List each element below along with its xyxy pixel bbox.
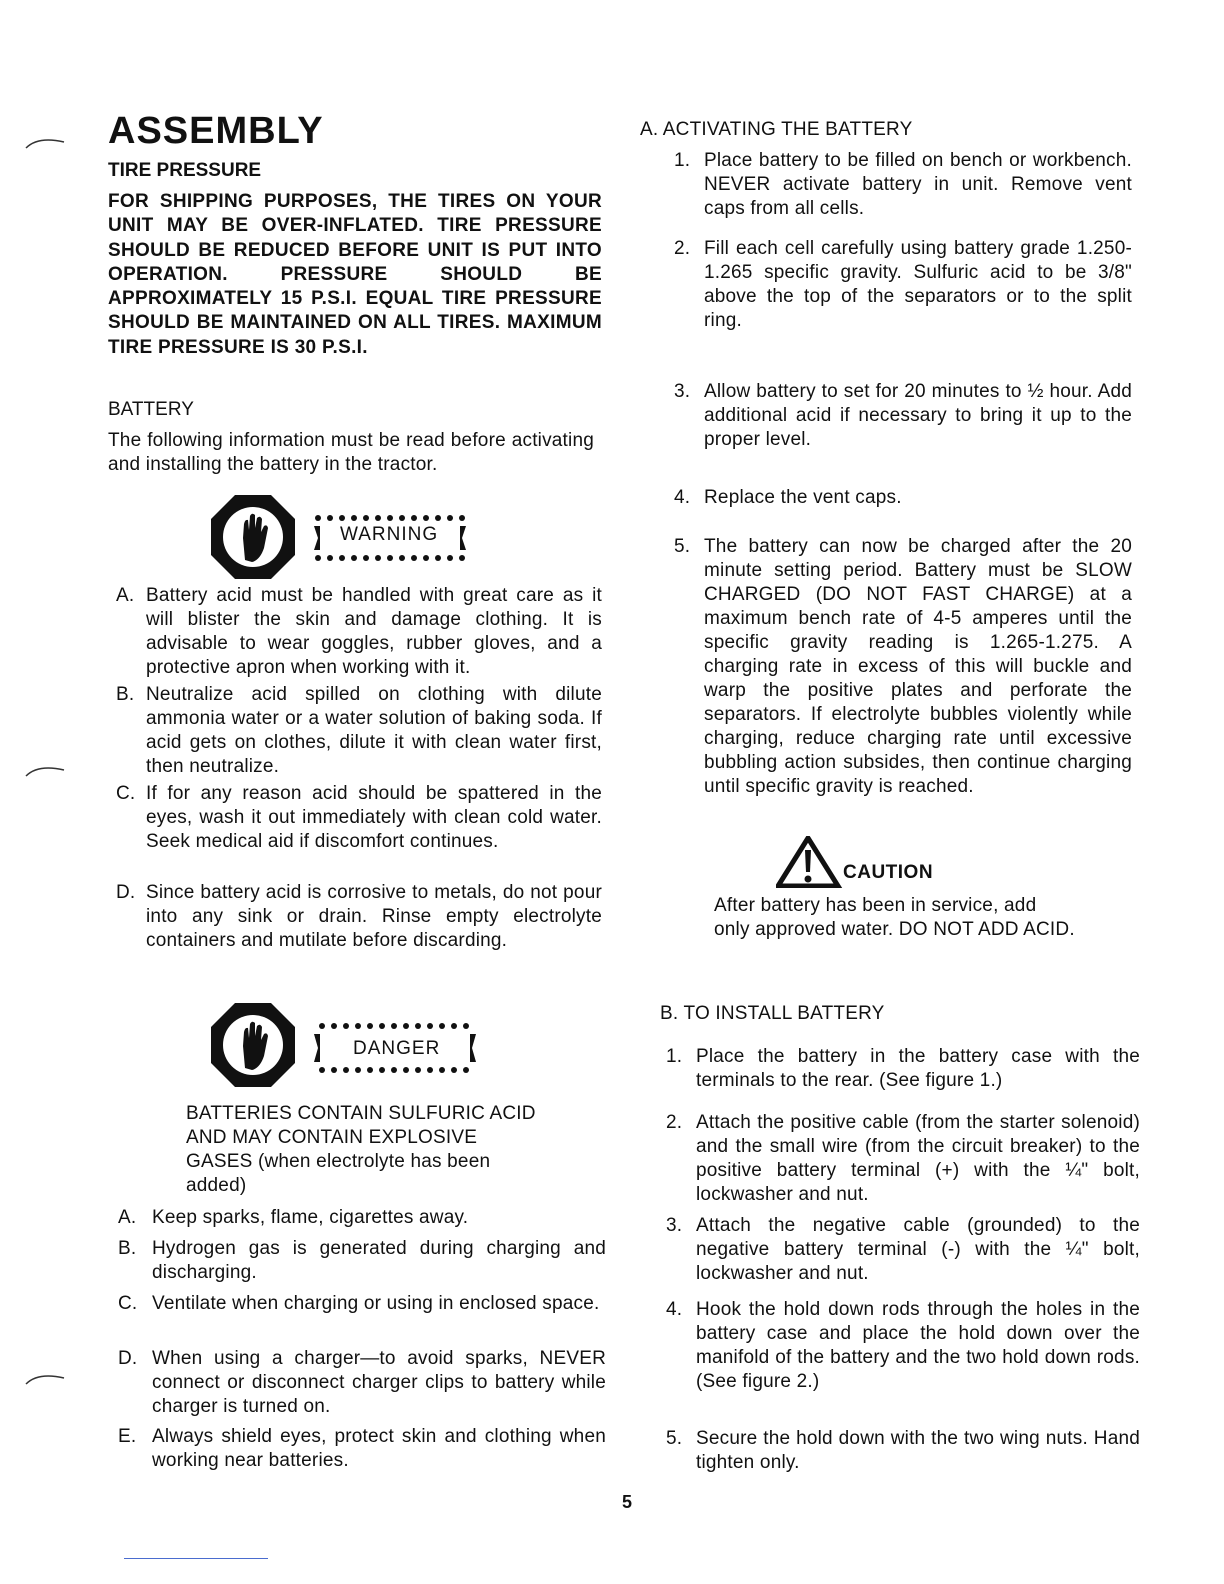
list-marker: A. (118, 1207, 137, 1228)
list-marker: 5. (666, 1428, 683, 1449)
margin-mark (24, 136, 66, 150)
list-item (116, 584, 602, 680)
list-item (674, 380, 1132, 452)
list-item-text: Since battery acid is corrosive to metals, do not pour into any sink or drain. Rinse empty electrolyte containers and mutilate before discarding. (146, 882, 602, 951)
list-marker: 3. (674, 381, 691, 402)
list-item-text: If for any reason acid should be spattered in the eyes, wash it out immediately with clean cold water. Seek medical aid if discomfort continues. (146, 783, 602, 852)
margin-mark (24, 1372, 66, 1386)
caution-label: CAUTION (843, 862, 934, 883)
caution-triangle-icon (776, 836, 846, 888)
list-item (118, 1237, 606, 1285)
list-marker: D. (118, 1348, 138, 1369)
list-marker: C. (118, 1293, 138, 1314)
list-item (674, 149, 1132, 221)
list-item (118, 1347, 606, 1419)
list-item-text: Allow battery to set for 20 minutes to ½ hour. Add additional acid if necessary to bring it up to the proper level. (704, 381, 1132, 450)
list-item-text: Secure the hold down with the two wing nuts. Hand tighten only. (696, 1428, 1140, 1473)
list-item (674, 535, 1132, 799)
caution-text: After battery has been in service, add only approved water. DO NOT ADD ACID. (714, 895, 1075, 940)
list-marker: A. (116, 585, 135, 606)
list-item (118, 1425, 606, 1473)
hand-stop-octagon-icon (210, 494, 296, 580)
list-item-text: Replace the vent caps. (704, 487, 902, 508)
list-item-text: Attach the negative cable (grounded) to the negative battery terminal (-) with the ¼" bolt, lockwasher and nut. (696, 1215, 1140, 1284)
list-marker: B. (116, 684, 135, 705)
battery-heading: BATTERY (108, 399, 194, 420)
list-item (118, 1206, 606, 1230)
tire-pressure-text: FOR SHIPPING PURPOSES, THE TIRES ON YOUR UNIT MAY BE OVER-INFLATED. TIRE PRESSURE SHOULD BE REDUCED BEFORE UNIT IS PUT INTO OPERATION. PRESSURE SHOULD BE APPROXIMATELY 15 P.S.I. EQUAL TIRE PRESSURE SHOULD BE MAINTAINED ON ALL TIRES. MAXIMUM TIRE PRESSURE IS 30 P.S.I. (108, 191, 602, 358)
battery-intro: The following information must be read before activating and installing the battery in the tractor. (108, 430, 594, 475)
list-item-text: Battery acid must be handled with great care as it will blister the skin and damage clothing. It is advisable to wear goggles, rubber gloves, and a protective apron when working with it. (146, 585, 602, 678)
list-item (666, 1111, 1140, 1207)
list-marker: 4. (674, 487, 691, 508)
list-item-text: Fill each cell carefully using battery grade 1.250-1.265 specific gravity. Sulfuric acid to be 3/8" above the top of the separators or to the split ring. (704, 238, 1132, 331)
tire-pressure-heading: TIRE PRESSURE (108, 160, 262, 181)
page-number: 5 (622, 1492, 633, 1512)
list-marker: 2. (674, 238, 691, 259)
list-item-text: Place the battery in the battery case with the terminals to the rear. (See figure 1.) (696, 1046, 1140, 1091)
list-item (116, 881, 602, 953)
list-marker: 5. (674, 536, 691, 557)
list-marker: E. (118, 1426, 137, 1447)
list-marker: 2. (666, 1112, 683, 1133)
page-title: ASSEMBLY (108, 110, 324, 152)
list-marker: 1. (666, 1046, 683, 1067)
list-item-text: The battery can now be charged after the 20 minute setting period. Battery must be SLOW CHARGED (DO NOT FAST CHARGE) at a maximum bench rate of 4-5 amperes until the specific gravity reading is 1.265-1.275. A charging rate in excess of this will buckle and warp the positive plates and perforate the separators. If electrolyte bubbles violently while charging, reduce charging rate until excessive bubbling action subsides, then continue charging until specific gravity is reached. (704, 536, 1132, 797)
list-marker: C. (116, 783, 136, 804)
list-marker: D. (116, 882, 136, 903)
list-item-text: Neutralize acid spilled on clothing with dilute ammonia water or a water solution of baking soda. If acid gets on clothes, dilute it with clean water first, then neutralize. (146, 684, 602, 777)
danger-label: DANGER (353, 1038, 441, 1059)
list-item-text: Attach the positive cable (from the starter solenoid) and the small wire (from the circuit breaker) to the positive battery terminal (+) with the ¼" bolt, lockwasher and nut. (696, 1112, 1140, 1205)
list-marker: 1. (674, 150, 691, 171)
list-item-text: Place battery to be filled on bench or workbench. NEVER activate battery in unit. Remove vent caps from all cells. (704, 150, 1132, 219)
hand-stop-octagon-icon (210, 1002, 296, 1088)
danger-text: BATTERIES CONTAIN SULFURIC ACID AND MAY CONTAIN EXPLOSIVE GASES (when electrolyte has been added) (186, 1103, 536, 1196)
list-item (666, 1045, 1140, 1093)
list-item-text: Hook the hold down rods through the holes in the battery case and place the hold down over the manifold of the battery and the two hold down rods. (See figure 2.) (696, 1299, 1140, 1392)
install-heading: B. TO INSTALL BATTERY (660, 1003, 885, 1024)
list-item (674, 237, 1132, 333)
list-item-text: When using a charger—to avoid sparks, NEVER connect or disconnect charger clips to battery while charger is turned on. (152, 1348, 606, 1417)
list-item (674, 486, 1132, 510)
list-item (666, 1298, 1140, 1394)
list-item-text: Always shield eyes, protect skin and clothing when working near batteries. (152, 1426, 606, 1471)
list-marker: 4. (666, 1299, 683, 1320)
footer-rule (124, 1558, 268, 1559)
list-marker: 3. (666, 1215, 683, 1236)
list-marker: B. (118, 1238, 137, 1259)
list-item (666, 1214, 1140, 1286)
list-item (118, 1292, 606, 1316)
list-item-text: Keep sparks, flame, cigarettes away. (152, 1207, 469, 1228)
activating-heading: A. ACTIVATING THE BATTERY (640, 119, 913, 140)
list-item (666, 1427, 1140, 1475)
list-item (116, 782, 602, 854)
list-item-text: Hydrogen gas is generated during charging and discharging. (152, 1238, 606, 1283)
list-item (116, 683, 602, 779)
list-item-text: Ventilate when charging or using in enclosed space. (152, 1293, 600, 1314)
margin-mark (24, 764, 66, 778)
warning-label: WARNING (340, 524, 439, 545)
